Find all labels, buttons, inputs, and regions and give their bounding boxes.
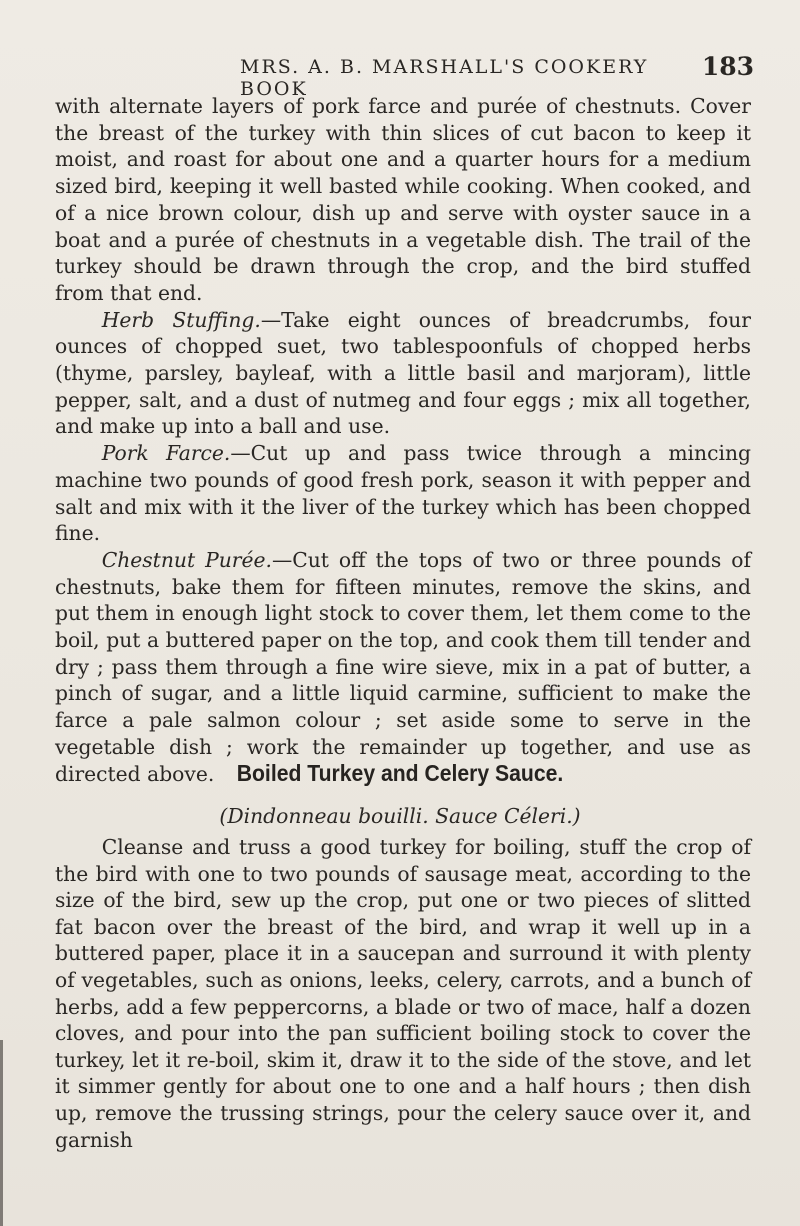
herb-stuffing-heading: Herb Stuffing. (101, 307, 261, 332)
recipe-subtitle: (Dindonneau bouilli. Sauce Céleri.) (219, 804, 581, 828)
recipe-title: Boiled Turkey and Celery Sauce. (236, 760, 564, 786)
boiled-turkey-paragraph: Cleanse and truss a good turkey for boiling, stuff the crop of the bird with one to two pounds of sausage meat, according to the size of the bird, sew up the crop, put one or two pieces of slitted fat bacon over the breast of the bird, and wrap it well up in a buttered paper, place it in a saucepan and surround it with plenty of vegetables, such as onions, leeks, celery, carrots, and a bunch of herbs, add a few peppercorns, a blade or two of mace, half a dozen cloves, and pour into the pan sufficient boiling stock to cover the turkey, let it re-boil, skim it, draw it to the side of the stove, and let it simmer gently for about one to one and a half hours ; then dish up, remove the trussing strings, pour the celery sauce over it, and garnish (55, 835, 751, 1152)
herb-stuffing-paragraph (55, 307, 751, 441)
body-text-section-2 (55, 834, 751, 1153)
chestnut-puree-heading: Chestnut Purée. (101, 547, 272, 572)
page-edge-shadow (0, 1040, 3, 1226)
pork-farce-paragraph (55, 440, 751, 547)
intro-paragraph: with alternate layers of pork farce and purée of chestnuts. Cover the breast of the turkey with thin slices of cut bacon to keep it moist, and roast for about one and a quarter hours for a medium sized bird, keeping it well basted while cooking. When cooked, and of a nice brown colour, dish up and serve with oyster sauce in a boat and a purée of chestnuts in a vegetable dish. The trail of the turkey should be drawn through the crop, and the bird stuffed from that end. (55, 94, 751, 305)
chestnut-puree-text: —Cut off the tops of two or three pounds of chestnuts, bake them for fifteen minutes, remove the skins, and put them in enough light stock to cover them, let them come to the boil, put a buttered paper on the top, and cook them till tender and dry ; pass them through a fine wire sieve, mix in a pat of butter, a pinch of sugar, and a little liquid carmine, sufficient to make the farce a pale salmon colour ; set aside some to serve in the vegetable dish ; work the remainder up together, and use as directed above. (55, 547, 752, 786)
page-number: 183 (701, 52, 754, 81)
herb-stuffing-text: —Take eight ounces of breadcrumbs, four ounces of chopped suet, two tablespoonfuls of chopped herbs (thyme, parsley, bayleaf, with a little basil and marjoram), little pepper, salt, and a dust of nutmeg and four eggs ; mix all together, and make up into a ball and use. (55, 307, 751, 439)
pork-farce-text: —Cut up and pass twice through a mincing machine two pounds of good fresh pork, season it with pepper and salt and mix with it the liver of the turkey which has been chopped fine. (55, 441, 751, 546)
running-title: MRS. A. B. MARSHALL'S COOKERY BOOK (240, 56, 649, 100)
body-text-section-1 (55, 93, 751, 787)
pork-farce-heading: Pork Farce. (101, 441, 231, 466)
chestnut-puree-paragraph (55, 547, 751, 787)
